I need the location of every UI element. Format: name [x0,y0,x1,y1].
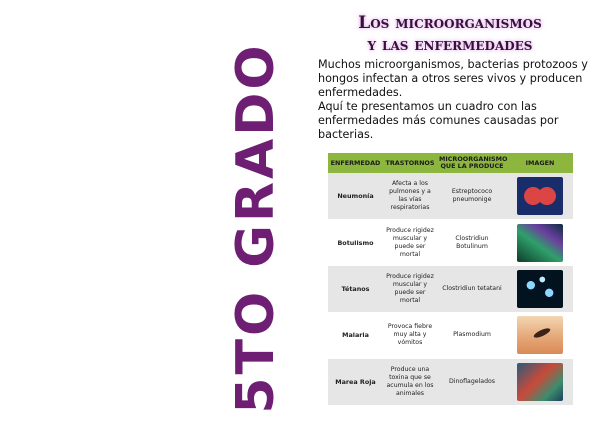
bacteria-image [517,270,563,308]
disease-microorganism: Estreptococo pneumonige [437,173,507,219]
disease-name: Neumonía [328,173,383,219]
disease-name: Marea Roja [328,359,383,405]
table-row [328,359,573,405]
disease-disorder: Produce una toxina que se acumula en los animales [383,359,437,405]
table-row [328,266,573,312]
title-line-2: y las enfermedades [367,35,533,55]
disease-disorder: Afecta a los pulmones y a las vías respiratorias [383,173,437,219]
disease-microorganism: Clostridiun tetatani [437,266,507,312]
header-microorganism: MICROORGANISMO QUE LA PRODUCE [437,153,507,173]
intro-text [318,58,588,142]
intro-paragraph-2: Aquí te presentamos un cuadro con las enfermedades más comunes causadas por bacterias. [318,100,559,141]
diseases-table [328,153,573,405]
intro-paragraph-1: Muchos microorganismos, bacterias protozoos y hongos infectan a otros seres vivos y producen enfermedades. [318,58,588,99]
disease-name: Tétanos [328,266,383,312]
disease-microorganism: Clostridiun Botulinum [437,219,507,265]
table-row [328,219,573,265]
disease-microorganism: Plasmodium [437,312,507,358]
disease-microorganism: Dinoflagelados [437,359,507,405]
title-line-1: Los microorganismos [358,13,542,33]
header-disorder: TRASTORNOS [383,153,437,173]
disease-disorder: Produce rigidez muscular y puede ser mortal [383,266,437,312]
header-image: IMAGEN [507,153,573,173]
mosquito-image [517,316,563,354]
disease-name: Botulismo [328,219,383,265]
red-tide-image [517,363,563,401]
disease-disorder: Provoca fiebre muy alta y vómitos [383,312,437,358]
table-row [328,173,573,219]
page-title [320,12,580,56]
disease-disorder: Produce rigidez muscular y puede ser mortal [383,219,437,265]
disease-name: Malaria [328,312,383,358]
table-row [328,312,573,358]
lungs-image [517,177,563,215]
table-header-row [328,153,573,173]
header-disease: ENFERMEDAD [328,153,383,173]
side-title: 5TO GRADO [226,42,286,414]
bacteria-image [517,224,563,262]
